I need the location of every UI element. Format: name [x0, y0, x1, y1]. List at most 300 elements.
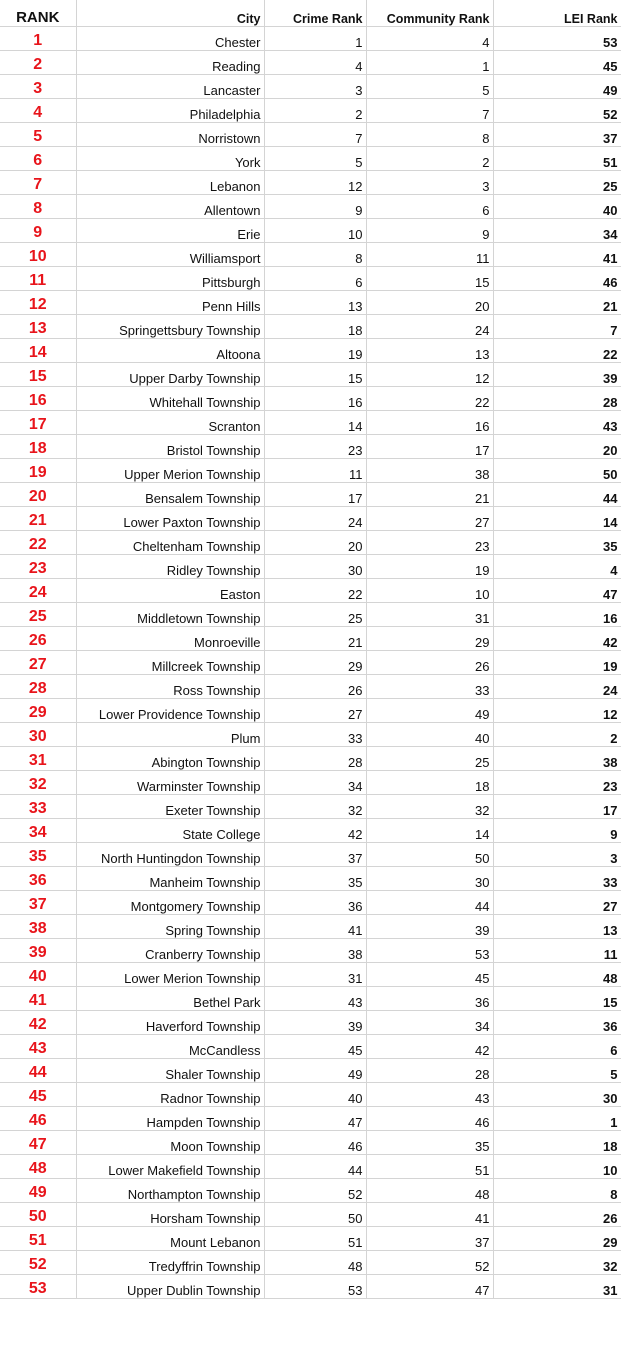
crime-rank-cell[interactable]: 11: [264, 458, 366, 482]
lei-rank-cell[interactable]: 46: [493, 266, 621, 290]
lei-rank-cell[interactable]: 2: [493, 722, 621, 746]
crime-rank-cell[interactable]: 34: [264, 770, 366, 794]
rank-cell[interactable]: 21: [0, 506, 76, 530]
table-row: [0, 50, 621, 74]
rank-cell[interactable]: 31: [0, 746, 76, 770]
crime-rank-cell[interactable]: 35: [264, 866, 366, 890]
crime-rank-cell[interactable]: 42: [264, 818, 366, 842]
crime-rank-cell[interactable]: 53: [264, 1274, 366, 1298]
rank-cell[interactable]: 4: [0, 98, 76, 122]
community-rank-cell[interactable]: 2: [366, 146, 493, 170]
lei-rank-cell[interactable]: 32: [493, 1250, 621, 1274]
city-cell[interactable]: Lower Paxton Township: [76, 506, 264, 530]
city-cell[interactable]: Tredyffrin Township: [76, 1250, 264, 1274]
crime-rank-cell[interactable]: 46: [264, 1130, 366, 1154]
community-rank-cell[interactable]: 6: [366, 194, 493, 218]
rank-cell[interactable]: 53: [0, 1274, 76, 1298]
crime-rank-cell[interactable]: 20: [264, 530, 366, 554]
city-cell[interactable]: Horsham Township: [76, 1202, 264, 1226]
crime-rank-cell[interactable]: 21: [264, 626, 366, 650]
community-rank-cell[interactable]: 51: [366, 1154, 493, 1178]
city-cell[interactable]: Haverford Township: [76, 1010, 264, 1034]
rank-cell[interactable]: 42: [0, 1010, 76, 1034]
city-cell[interactable]: Williamsport: [76, 242, 264, 266]
city-cell[interactable]: Ridley Township: [76, 554, 264, 578]
city-cell[interactable]: Shaler Township: [76, 1058, 264, 1082]
city-cell[interactable]: Millcreek Township: [76, 650, 264, 674]
rank-cell[interactable]: 38: [0, 914, 76, 938]
rank-cell[interactable]: 8: [0, 194, 76, 218]
crime-rank-cell[interactable]: 36: [264, 890, 366, 914]
lei-rank-cell[interactable]: 35: [493, 530, 621, 554]
city-cell[interactable]: Philadelphia: [76, 98, 264, 122]
rank-cell[interactable]: 33: [0, 794, 76, 818]
crime-rank-cell[interactable]: 33: [264, 722, 366, 746]
rank-cell[interactable]: 45: [0, 1082, 76, 1106]
community-rank-cell[interactable]: 28: [366, 1058, 493, 1082]
table-row: [0, 1010, 621, 1034]
community-rank-cell[interactable]: 26: [366, 650, 493, 674]
city-cell[interactable]: Scranton: [76, 410, 264, 434]
crime-rank-cell[interactable]: 4: [264, 50, 366, 74]
city-cell[interactable]: Lancaster: [76, 74, 264, 98]
community-rank-cell[interactable]: 34: [366, 1010, 493, 1034]
lei-rank-cell[interactable]: 19: [493, 650, 621, 674]
community-rank-cell[interactable]: 24: [366, 314, 493, 338]
community-rank-cell[interactable]: 16: [366, 410, 493, 434]
community-rank-cell[interactable]: 44: [366, 890, 493, 914]
community-rank-cell[interactable]: 52: [366, 1250, 493, 1274]
lei-rank-cell[interactable]: 22: [493, 338, 621, 362]
lei-rank-cell[interactable]: 39: [493, 362, 621, 386]
community-rank-cell[interactable]: 48: [366, 1178, 493, 1202]
table-row: [0, 698, 621, 722]
community-rank-cell[interactable]: 42: [366, 1034, 493, 1058]
city-cell[interactable]: Norristown: [76, 122, 264, 146]
city-cell[interactable]: Bensalem Township: [76, 482, 264, 506]
rank-cell[interactable]: 51: [0, 1226, 76, 1250]
rank-cell[interactable]: 20: [0, 482, 76, 506]
lei-rank-cell[interactable]: 14: [493, 506, 621, 530]
community-rank-cell[interactable]: 39: [366, 914, 493, 938]
lei-rank-cell[interactable]: 23: [493, 770, 621, 794]
table-header: [0, 0, 621, 26]
lei-rank-cell[interactable]: 42: [493, 626, 621, 650]
lei-rank-cell[interactable]: 47: [493, 578, 621, 602]
table-row: [0, 818, 621, 842]
crime-rank-cell[interactable]: 50: [264, 1202, 366, 1226]
lei-rank-cell[interactable]: 12: [493, 698, 621, 722]
rank-cell[interactable]: 37: [0, 890, 76, 914]
crime-rank-cell[interactable]: 19: [264, 338, 366, 362]
city-cell[interactable]: Upper Darby Township: [76, 362, 264, 386]
table-row: [0, 1178, 621, 1202]
community-rank-cell[interactable]: 37: [366, 1226, 493, 1250]
lei-rank-cell[interactable]: 41: [493, 242, 621, 266]
lei-rank-cell[interactable]: 33: [493, 866, 621, 890]
lei-rank-cell[interactable]: 44: [493, 482, 621, 506]
crime-rank-cell[interactable]: 41: [264, 914, 366, 938]
crime-rank-cell[interactable]: 31: [264, 962, 366, 986]
community-rank-cell[interactable]: 35: [366, 1130, 493, 1154]
city-cell[interactable]: Pittsburgh: [76, 266, 264, 290]
city-cell[interactable]: Reading: [76, 50, 264, 74]
city-cell[interactable]: Radnor Township: [76, 1082, 264, 1106]
table-row: [0, 74, 621, 98]
community-rank-cell[interactable]: 10: [366, 578, 493, 602]
community-rank-cell[interactable]: 36: [366, 986, 493, 1010]
header-community-rank[interactable]: Community Rank: [366, 0, 493, 26]
table-row: [0, 626, 621, 650]
lei-rank-cell[interactable]: 27: [493, 890, 621, 914]
community-rank-cell[interactable]: 18: [366, 770, 493, 794]
lei-rank-cell[interactable]: 31: [493, 1274, 621, 1298]
lei-rank-cell[interactable]: 26: [493, 1202, 621, 1226]
city-cell[interactable]: Montgomery Township: [76, 890, 264, 914]
city-cell[interactable]: Allentown: [76, 194, 264, 218]
community-rank-cell[interactable]: 38: [366, 458, 493, 482]
lei-rank-cell[interactable]: 37: [493, 122, 621, 146]
city-cell[interactable]: Ross Township: [76, 674, 264, 698]
lei-rank-cell[interactable]: 5: [493, 1058, 621, 1082]
header-crime-rank[interactable]: Crime Rank: [264, 0, 366, 26]
rank-cell[interactable]: 15: [0, 362, 76, 386]
rank-cell[interactable]: 36: [0, 866, 76, 890]
city-cell[interactable]: State College: [76, 818, 264, 842]
city-cell[interactable]: McCandless: [76, 1034, 264, 1058]
lei-rank-cell[interactable]: 20: [493, 434, 621, 458]
city-cell[interactable]: Springettsbury Township: [76, 314, 264, 338]
city-cell[interactable]: Manheim Township: [76, 866, 264, 890]
rank-cell[interactable]: 23: [0, 554, 76, 578]
crime-rank-cell[interactable]: 27: [264, 698, 366, 722]
community-rank-cell[interactable]: 11: [366, 242, 493, 266]
community-rank-cell[interactable]: 17: [366, 434, 493, 458]
crime-rank-cell[interactable]: 47: [264, 1106, 366, 1130]
table-row: [0, 290, 621, 314]
table-row: [0, 338, 621, 362]
community-rank-cell[interactable]: 22: [366, 386, 493, 410]
table-row: [0, 482, 621, 506]
table-row: [0, 26, 621, 50]
table-row: [0, 1250, 621, 1274]
community-rank-cell[interactable]: 19: [366, 554, 493, 578]
city-cell[interactable]: Spring Township: [76, 914, 264, 938]
city-cell[interactable]: Moon Township: [76, 1130, 264, 1154]
table-row: [0, 722, 621, 746]
lei-rank-cell[interactable]: 4: [493, 554, 621, 578]
crime-rank-cell[interactable]: 22: [264, 578, 366, 602]
community-rank-cell[interactable]: 41: [366, 1202, 493, 1226]
rank-cell[interactable]: 46: [0, 1106, 76, 1130]
rank-cell[interactable]: 3: [0, 74, 76, 98]
crime-rank-cell[interactable]: 8: [264, 242, 366, 266]
city-cell[interactable]: Northampton Township: [76, 1178, 264, 1202]
lei-rank-cell[interactable]: 40: [493, 194, 621, 218]
community-rank-cell[interactable]: 45: [366, 962, 493, 986]
crime-rank-cell[interactable]: 40: [264, 1082, 366, 1106]
community-rank-cell[interactable]: 9: [366, 218, 493, 242]
lei-rank-cell[interactable]: 51: [493, 146, 621, 170]
crime-rank-cell[interactable]: 49: [264, 1058, 366, 1082]
crime-rank-cell[interactable]: 37: [264, 842, 366, 866]
rank-cell[interactable]: 24: [0, 578, 76, 602]
crime-rank-cell[interactable]: 25: [264, 602, 366, 626]
rank-cell[interactable]: 34: [0, 818, 76, 842]
community-rank-cell[interactable]: 53: [366, 938, 493, 962]
city-cell[interactable]: Erie: [76, 218, 264, 242]
rank-cell[interactable]: 30: [0, 722, 76, 746]
lei-rank-cell[interactable]: 15: [493, 986, 621, 1010]
crime-rank-cell[interactable]: 52: [264, 1178, 366, 1202]
rank-cell[interactable]: 41: [0, 986, 76, 1010]
community-rank-cell[interactable]: 5: [366, 74, 493, 98]
community-rank-cell[interactable]: 27: [366, 506, 493, 530]
community-rank-cell[interactable]: 15: [366, 266, 493, 290]
city-cell[interactable]: Cheltenham Township: [76, 530, 264, 554]
crime-rank-cell[interactable]: 48: [264, 1250, 366, 1274]
city-cell[interactable]: Chester: [76, 26, 264, 50]
table-row: [0, 1274, 621, 1298]
crime-rank-cell[interactable]: 26: [264, 674, 366, 698]
rank-cell[interactable]: 32: [0, 770, 76, 794]
crime-rank-cell[interactable]: 29: [264, 650, 366, 674]
rank-cell[interactable]: 14: [0, 338, 76, 362]
rank-cell[interactable]: 11: [0, 266, 76, 290]
table-row: [0, 914, 621, 938]
rank-cell[interactable]: 22: [0, 530, 76, 554]
header-lei-rank[interactable]: LEI Rank: [493, 0, 621, 26]
rank-cell[interactable]: 17: [0, 410, 76, 434]
crime-rank-cell[interactable]: 2: [264, 98, 366, 122]
lei-rank-cell[interactable]: 25: [493, 170, 621, 194]
rank-cell[interactable]: 18: [0, 434, 76, 458]
table-row: [0, 794, 621, 818]
lei-rank-cell[interactable]: 36: [493, 1010, 621, 1034]
lei-rank-cell[interactable]: 21: [493, 290, 621, 314]
community-rank-cell[interactable]: 29: [366, 626, 493, 650]
crime-rank-cell[interactable]: 43: [264, 986, 366, 1010]
crime-rank-cell[interactable]: 13: [264, 290, 366, 314]
community-rank-cell[interactable]: 43: [366, 1082, 493, 1106]
community-rank-cell[interactable]: 7: [366, 98, 493, 122]
lei-rank-cell[interactable]: 29: [493, 1226, 621, 1250]
community-rank-cell[interactable]: 30: [366, 866, 493, 890]
city-cell[interactable]: Upper Merion Township: [76, 458, 264, 482]
lei-rank-cell[interactable]: 11: [493, 938, 621, 962]
rank-cell[interactable]: 40: [0, 962, 76, 986]
city-cell[interactable]: York: [76, 146, 264, 170]
city-cell[interactable]: Plum: [76, 722, 264, 746]
city-cell[interactable]: Upper Dublin Township: [76, 1274, 264, 1298]
city-cell[interactable]: Hampden Township: [76, 1106, 264, 1130]
table-row: [0, 578, 621, 602]
rank-cell[interactable]: 28: [0, 674, 76, 698]
rank-cell[interactable]: 47: [0, 1130, 76, 1154]
community-rank-cell[interactable]: 49: [366, 698, 493, 722]
table-row: [0, 434, 621, 458]
rank-cell[interactable]: 44: [0, 1058, 76, 1082]
community-rank-cell[interactable]: 47: [366, 1274, 493, 1298]
table-row: [0, 1082, 621, 1106]
crime-rank-cell[interactable]: 9: [264, 194, 366, 218]
lei-rank-cell[interactable]: 38: [493, 746, 621, 770]
crime-rank-cell[interactable]: 18: [264, 314, 366, 338]
community-rank-cell[interactable]: 14: [366, 818, 493, 842]
crime-rank-cell[interactable]: 44: [264, 1154, 366, 1178]
rank-cell[interactable]: 6: [0, 146, 76, 170]
city-cell[interactable]: Mount Lebanon: [76, 1226, 264, 1250]
crime-rank-cell[interactable]: 28: [264, 746, 366, 770]
lei-rank-cell[interactable]: 7: [493, 314, 621, 338]
community-rank-cell[interactable]: 20: [366, 290, 493, 314]
crime-rank-cell[interactable]: 24: [264, 506, 366, 530]
lei-rank-cell[interactable]: 13: [493, 914, 621, 938]
community-rank-cell[interactable]: 46: [366, 1106, 493, 1130]
lei-rank-cell[interactable]: 45: [493, 50, 621, 74]
rank-cell[interactable]: 39: [0, 938, 76, 962]
crime-rank-cell[interactable]: 17: [264, 482, 366, 506]
crime-rank-cell[interactable]: 10: [264, 218, 366, 242]
header-rank[interactable]: RANK: [0, 0, 76, 26]
rank-cell[interactable]: 29: [0, 698, 76, 722]
lei-rank-cell[interactable]: 16: [493, 602, 621, 626]
community-rank-cell[interactable]: 23: [366, 530, 493, 554]
rank-cell[interactable]: 35: [0, 842, 76, 866]
rank-cell[interactable]: 43: [0, 1034, 76, 1058]
lei-rank-cell[interactable]: 17: [493, 794, 621, 818]
table-row: [0, 746, 621, 770]
table-row: [0, 194, 621, 218]
crime-rank-cell[interactable]: 23: [264, 434, 366, 458]
crime-rank-cell[interactable]: 14: [264, 410, 366, 434]
city-cell[interactable]: Bristol Township: [76, 434, 264, 458]
rank-cell[interactable]: 1: [0, 26, 76, 50]
city-cell[interactable]: Lebanon: [76, 170, 264, 194]
city-cell[interactable]: Lower Makefield Township: [76, 1154, 264, 1178]
city-cell[interactable]: North Huntingdon Township: [76, 842, 264, 866]
crime-rank-cell[interactable]: 30: [264, 554, 366, 578]
crime-rank-cell[interactable]: 32: [264, 794, 366, 818]
table-body: [0, 26, 621, 1298]
table-row: [0, 1202, 621, 1226]
lei-rank-cell[interactable]: 30: [493, 1082, 621, 1106]
crime-rank-cell[interactable]: 39: [264, 1010, 366, 1034]
city-cell[interactable]: Whitehall Township: [76, 386, 264, 410]
crime-rank-cell[interactable]: 12: [264, 170, 366, 194]
community-rank-cell[interactable]: 1: [366, 50, 493, 74]
rank-cell[interactable]: 9: [0, 218, 76, 242]
lei-rank-cell[interactable]: 9: [493, 818, 621, 842]
lei-rank-cell[interactable]: 52: [493, 98, 621, 122]
rank-cell[interactable]: 2: [0, 50, 76, 74]
rank-cell[interactable]: 49: [0, 1178, 76, 1202]
city-cell[interactable]: Exeter Township: [76, 794, 264, 818]
city-cell[interactable]: Lower Providence Township: [76, 698, 264, 722]
table-row: [0, 842, 621, 866]
crime-rank-cell[interactable]: 38: [264, 938, 366, 962]
lei-rank-cell[interactable]: 53: [493, 26, 621, 50]
crime-rank-cell[interactable]: 51: [264, 1226, 366, 1250]
lei-rank-cell[interactable]: 6: [493, 1034, 621, 1058]
rank-cell[interactable]: 48: [0, 1154, 76, 1178]
city-cell[interactable]: Monroeville: [76, 626, 264, 650]
table-row: [0, 986, 621, 1010]
community-rank-cell[interactable]: 13: [366, 338, 493, 362]
community-rank-cell[interactable]: 50: [366, 842, 493, 866]
rank-cell[interactable]: 7: [0, 170, 76, 194]
header-city[interactable]: City: [76, 0, 264, 26]
community-rank-cell[interactable]: 21: [366, 482, 493, 506]
crime-rank-cell[interactable]: 7: [264, 122, 366, 146]
community-rank-cell[interactable]: 31: [366, 602, 493, 626]
header-row: [0, 0, 621, 26]
lei-rank-cell[interactable]: 50: [493, 458, 621, 482]
crime-rank-cell[interactable]: 6: [264, 266, 366, 290]
city-cell[interactable]: Penn Hills: [76, 290, 264, 314]
rank-cell[interactable]: 52: [0, 1250, 76, 1274]
city-cell[interactable]: Bethel Park: [76, 986, 264, 1010]
lei-rank-cell[interactable]: 3: [493, 842, 621, 866]
lei-rank-cell[interactable]: 1: [493, 1106, 621, 1130]
community-rank-cell[interactable]: 25: [366, 746, 493, 770]
community-rank-cell[interactable]: 4: [366, 26, 493, 50]
table-row: [0, 890, 621, 914]
lei-rank-cell[interactable]: 28: [493, 386, 621, 410]
lei-rank-cell[interactable]: 10: [493, 1154, 621, 1178]
crime-rank-cell[interactable]: 3: [264, 74, 366, 98]
lei-rank-cell[interactable]: 49: [493, 74, 621, 98]
lei-rank-cell[interactable]: 18: [493, 1130, 621, 1154]
rank-cell[interactable]: 26: [0, 626, 76, 650]
city-cell[interactable]: Warminster Township: [76, 770, 264, 794]
city-cell[interactable]: Lower Merion Township: [76, 962, 264, 986]
lei-rank-cell[interactable]: 34: [493, 218, 621, 242]
city-cell[interactable]: Altoona: [76, 338, 264, 362]
community-rank-cell[interactable]: 12: [366, 362, 493, 386]
lei-rank-cell[interactable]: 48: [493, 962, 621, 986]
crime-rank-cell[interactable]: 16: [264, 386, 366, 410]
lei-rank-cell[interactable]: 24: [493, 674, 621, 698]
lei-rank-cell[interactable]: 43: [493, 410, 621, 434]
city-cell[interactable]: Cranberry Township: [76, 938, 264, 962]
rank-cell[interactable]: 12: [0, 290, 76, 314]
rank-cell[interactable]: 5: [0, 122, 76, 146]
community-rank-cell[interactable]: 3: [366, 170, 493, 194]
city-cell[interactable]: Middletown Township: [76, 602, 264, 626]
community-rank-cell[interactable]: 33: [366, 674, 493, 698]
table-row: [0, 314, 621, 338]
lei-rank-cell[interactable]: 8: [493, 1178, 621, 1202]
rank-cell[interactable]: 27: [0, 650, 76, 674]
crime-rank-cell[interactable]: 1: [264, 26, 366, 50]
crime-rank-cell[interactable]: 15: [264, 362, 366, 386]
rank-cell[interactable]: 13: [0, 314, 76, 338]
rank-cell[interactable]: 16: [0, 386, 76, 410]
community-rank-cell[interactable]: 40: [366, 722, 493, 746]
rank-cell[interactable]: 25: [0, 602, 76, 626]
community-rank-cell[interactable]: 8: [366, 122, 493, 146]
city-cell[interactable]: Easton: [76, 578, 264, 602]
community-rank-cell[interactable]: 32: [366, 794, 493, 818]
crime-rank-cell[interactable]: 45: [264, 1034, 366, 1058]
rank-cell[interactable]: 50: [0, 1202, 76, 1226]
crime-rank-cell[interactable]: 5: [264, 146, 366, 170]
city-cell[interactable]: Abington Township: [76, 746, 264, 770]
rank-cell[interactable]: 19: [0, 458, 76, 482]
rank-cell[interactable]: 10: [0, 242, 76, 266]
table-row: [0, 1034, 621, 1058]
